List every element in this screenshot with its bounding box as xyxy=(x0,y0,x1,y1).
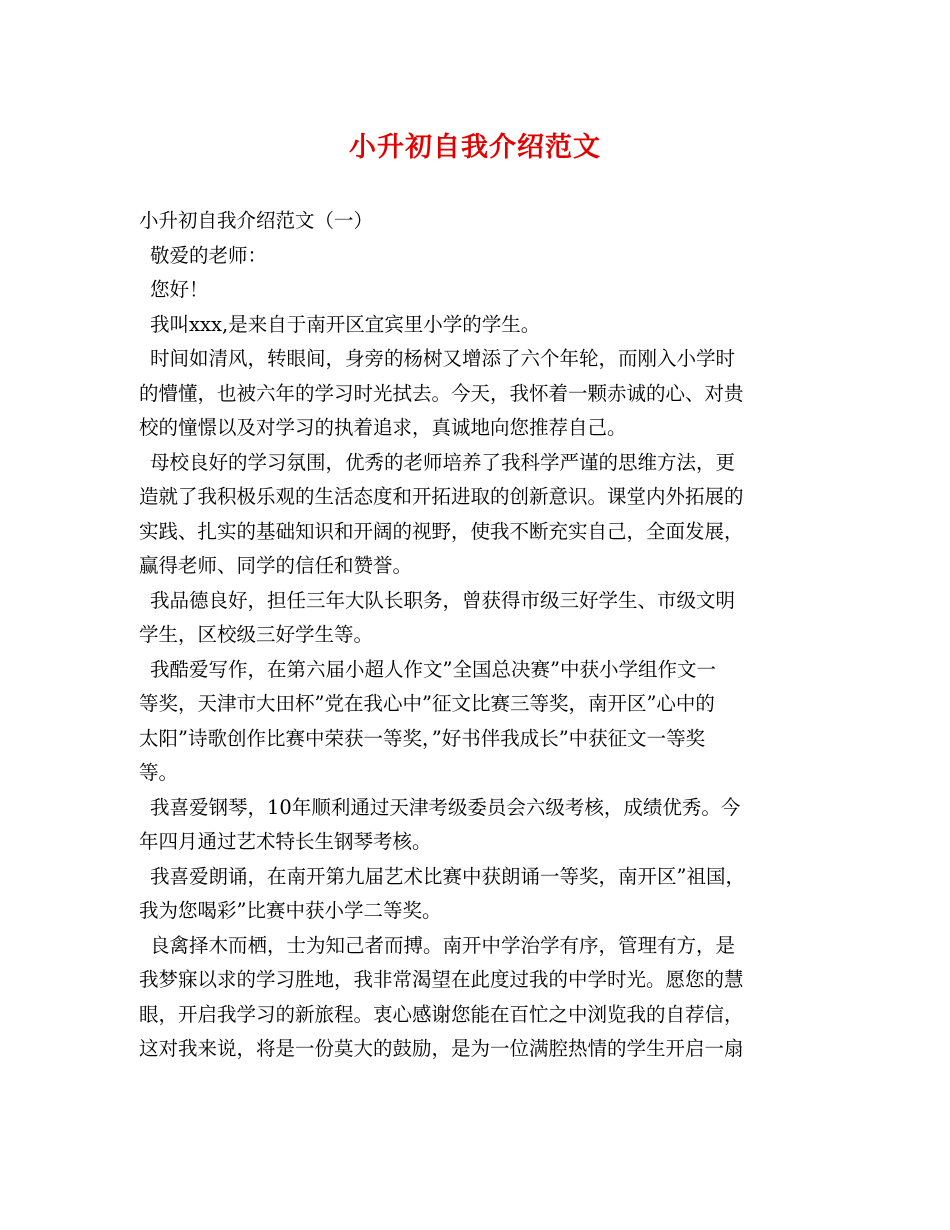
paragraph-line: 我梦寐以求的学习胜地，我非常渴望在此度过我的中学时光。愿您的慧 xyxy=(139,968,744,991)
paragraph-line: 我品德良好，担任三年大队长职务，曾获得市级三好学生、市级文明 xyxy=(150,588,736,612)
paragraph-line: 赢得老师、同学的信任和赞誉。 xyxy=(139,554,413,577)
paragraph-line: 造就了我积极乐观的生活态度和开拓进取的创新意识。课堂内外拓展的 xyxy=(139,485,744,508)
paragraph-line: 我喜爱钢琴，10年顺利通过天津考级委员会六级考核，成绩优秀。今 xyxy=(150,795,741,819)
paragraph-line: 我喜爱朗诵，在南开第九届艺术比赛中获朗诵一等奖，南开区”祖国， xyxy=(150,864,745,888)
section-heading: 小升初自我介绍范文（一） xyxy=(139,209,374,232)
paragraph-line: 良禽择木而栖，士为知己者而搏。南开中学治学有序，管理有方，是 xyxy=(150,933,736,957)
paragraph-line: 母校良好的学习氛围，优秀的老师培养了我科学严谨的思维方法，更 xyxy=(150,450,736,474)
paragraph-line: 时间如清风，转眼间，身旁的杨树又增添了六个年轮，而刚入小学时 xyxy=(150,347,736,370)
paragraph-line: 校的憧憬以及对学习的执着追求，真诚地向您推荐自己。 xyxy=(139,416,627,439)
paragraph-line: 我叫xxx,是来自于南开区宜宾里小学的学生。 xyxy=(150,312,541,336)
paragraph-line: 眼，开启我学习的新旅程。衷心感谢您能在百忙之中浏览我的自荐信， xyxy=(139,1002,744,1026)
paragraph-line: 的懵懂，也被六年的学习时光拭去。今天，我怀着一颗赤诚的心、对贵 xyxy=(139,381,744,405)
paragraph-line: 等。 xyxy=(139,761,179,784)
paragraph-line: 我酷爱写作，在第六届小超人作文”全国总决赛”中获小学组作文一 xyxy=(150,657,716,681)
paragraph-line: 这对我来说，将是一份莫大的鼓励，是为一位满腔热情的学生开启一扇 xyxy=(139,1037,744,1060)
paragraph-line: 我为您喝彩”比赛中获小学二等奖。 xyxy=(139,899,442,922)
paragraph-line: 等奖，天津市大田杯”党在我心中”征文比赛三等奖，南开区”心中的 xyxy=(139,692,715,715)
document-body xyxy=(139,204,829,1067)
document-title: 小升初自我介绍范文 xyxy=(349,132,601,163)
salutation: 敬爱的老师： xyxy=(150,243,268,267)
paragraph-line: 实践、扎实的基础知识和开阔的视野，使我不断充实自己，全面发展， xyxy=(139,519,744,543)
paragraph-line: 年四月通过艺术特长生钢琴考核。 xyxy=(139,830,432,853)
greeting: 您好！ xyxy=(150,278,209,301)
paragraph-line: 太阳”诗歌创作比赛中荣获一等奖，”好书伴我成长”中获征文一等奖 xyxy=(139,726,706,750)
paragraph-line: 学生，区校级三好学生等。 xyxy=(139,623,374,646)
